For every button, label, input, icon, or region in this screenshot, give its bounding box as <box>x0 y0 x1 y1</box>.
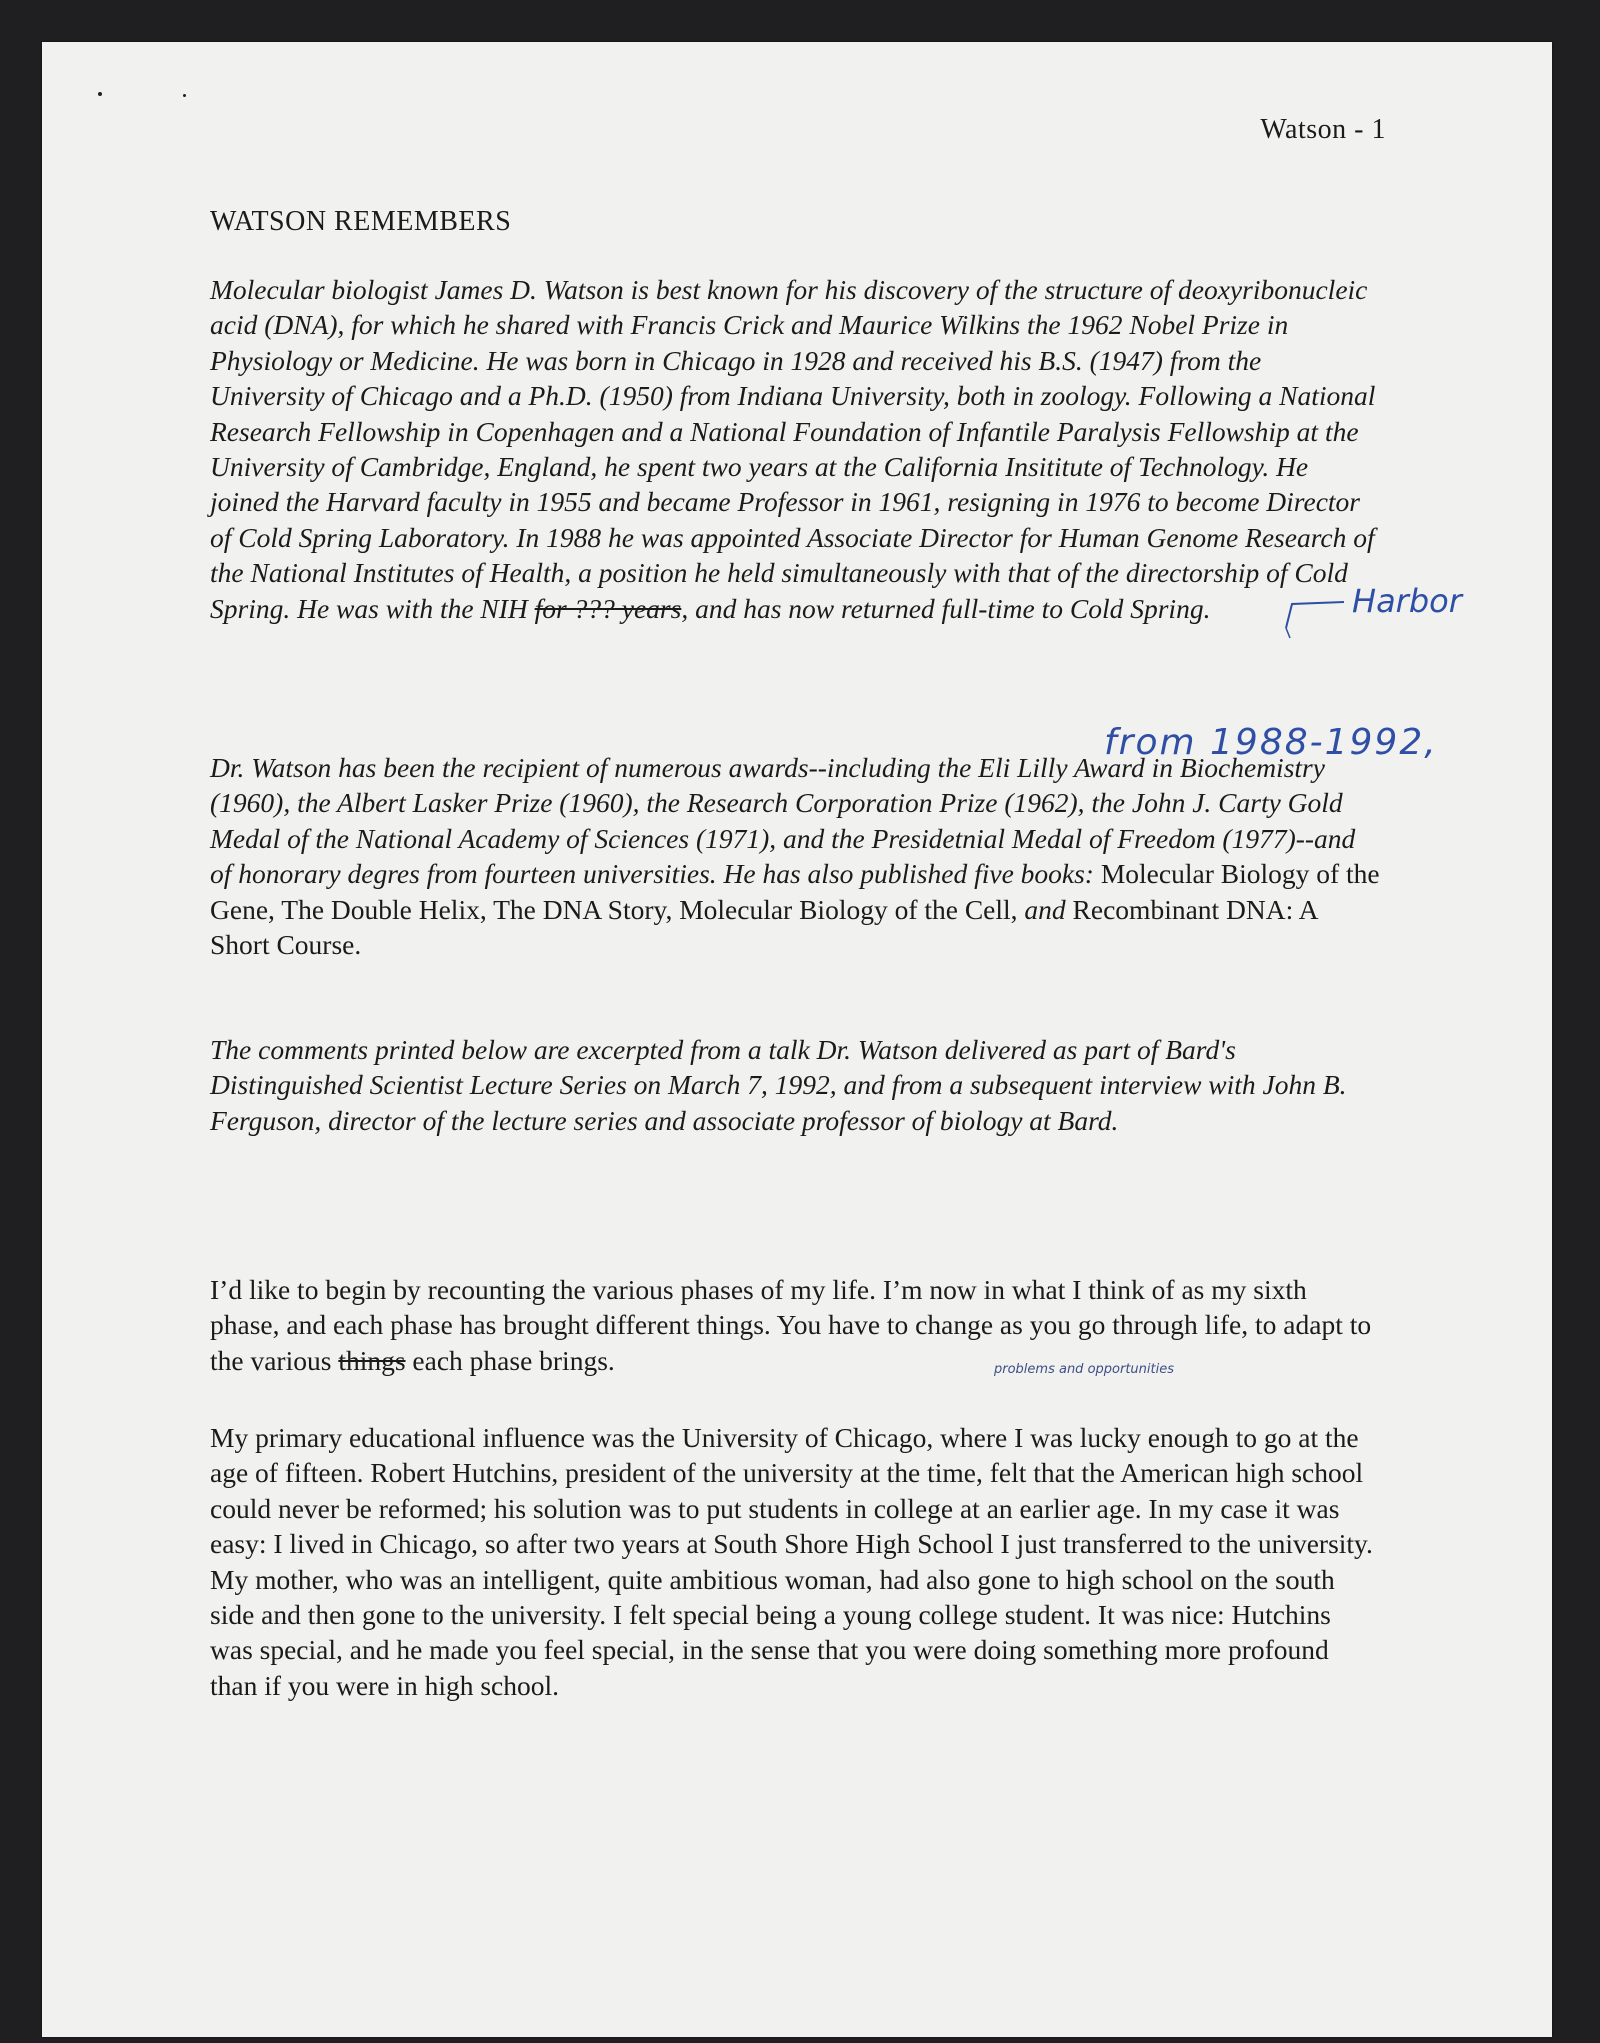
page-speck <box>183 94 186 97</box>
handwritten-harbor-note: Harbor <box>1352 582 1462 620</box>
intro-text-part1: Molecular biologist James D. Watson is best known for his discovery of the structure of deoxyribonucleic acid (DNA), for which he shared with Francis Crick and Maurice Wilkins the 1962 Nobel Prize in Physiology or Medicine. He was born in Chicago in 1928 and received his B.S. (1947) from the University of Chicago and a Ph.D. (1950) from Indiana University, both in zoology. Following a National Research Fellowship in Copenhagen and a National Foundation of Infantile Paralysis Fellowship at the University of Cambridge, England, he spent two years at the California Insititute of Technology. He joined the Harvard faculty in 1955 and became Professor in 1961, resigning in 1976 to become Director of Cold Spring <box>210 274 1376 553</box>
intro-paragraph <box>210 272 1380 626</box>
page-title: WATSON REMEMBERS <box>210 206 512 237</box>
insertion-caret-mark <box>1282 590 1347 642</box>
awards-paragraph <box>210 750 1380 962</box>
awards-and: and <box>1024 893 1066 925</box>
books-list: Molecular Biology of the Gene, The Double Helix, The DNA Story, Molecular Biology of the Cell, <box>210 858 1380 925</box>
awards-lead: Dr. Watson has been the recipient of numerous awards--including the Eli Lilly Award in Biochemistry (1960), the Albert Lasker Prize (1960), the Research Corporation Prize (1962), the John J. Carty Gold Medal of the National Academy of Sciences (1971), and the Presidetnial Medal of Freedom (1977)--and of honorary degres from fourteen universities. He has also published five books: <box>210 752 1356 890</box>
body-paragraph-2: My primary educational influence was the University of Chicago, where I was lucky enough to go at the age of fifteen. Robert Hutchins, president of the university at the time, felt that the American high school could never be reformed; his solution was to put students in college at an earlier age. In my case it was easy: I lived in Chicago, so after two years at South Shore High School I just transferred to the university. My mother, who was an intelligent, quite ambitious woman, had also gone to high school on the south side and then gone to the university. I felt special being a young college student. It was nice: Hutchins was special, and he made you feel special, in the sense that you were doing something more profound than if you were in high school. <box>210 1422 1373 1701</box>
intro-text-end: , and has now returned full-time to Cold Spring. <box>681 592 1211 624</box>
intro-text-part2: Laboratory. In 1988 he was appointed Associate Director for Human Genome Research of the National Institutes of Health, a position he held simultaneously with that of the directorship of Cold Spring. He was with the NIH <box>210 521 1375 624</box>
body1-struck-word: things <box>338 1344 406 1376</box>
intro-struck-text: for ??? years <box>534 592 682 624</box>
body-paragraph-1 <box>210 1272 1380 1378</box>
document-page <box>42 42 1552 2037</box>
page-speck <box>98 92 102 96</box>
source-note-paragraph: The comments printed below are excerpted from a talk Dr. Watson delivered as part of Bard's Distinguished Scientist Lecture Series on March 7, 1992, and from a subsequent interview with John B. Ferguson, director of the lecture series and associate professor of biology at Bard. <box>210 1034 1347 1136</box>
handwritten-problems-note: problems and opportunities <box>994 1362 1174 1377</box>
body1-text: I’d like to begin by recounting the various phases of my life. I’m now in what I think of as my sixth phase, and each phase has brought different things. You have to change as you go through life, to adapt to the various <box>210 1274 1372 1376</box>
last-book: Recombinant DNA: A Short Course. <box>210 893 1317 961</box>
handwritten-years-note: from 1988-1992, <box>1104 722 1438 763</box>
page-number-header: Watson - 1 <box>1260 114 1386 145</box>
body1-text-end: each phase brings. <box>405 1344 615 1376</box>
